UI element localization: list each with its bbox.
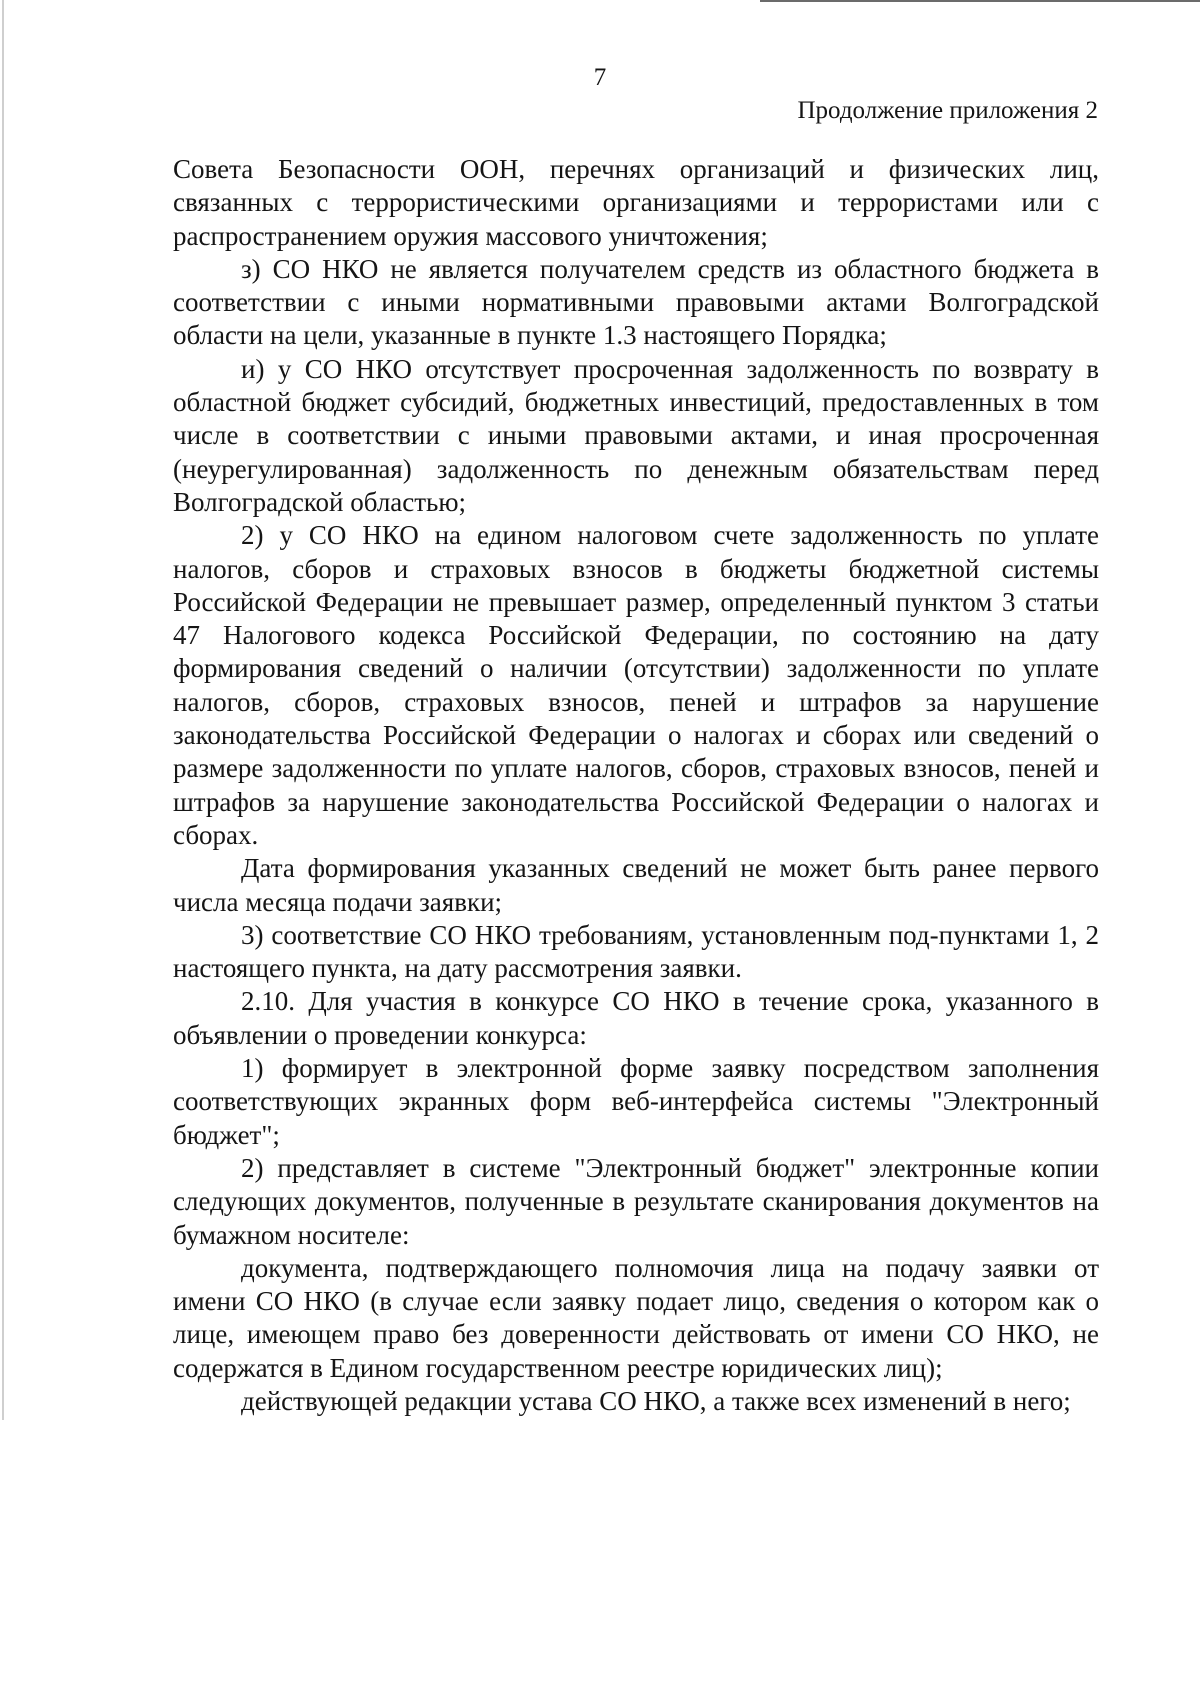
page-number: 7	[593, 64, 607, 91]
paragraph: 3) соответствие СО НКО требованиям, установленным под-пунктами 1, 2 настоящего пункта, на дату рассмотрения заявки.	[173, 919, 1099, 984]
scan-edge-top	[760, 0, 1200, 2]
paragraph: 2.10. Для участия в конкурсе СО НКО в течение срока, указанного в объявлении о проведении конкурса:	[173, 986, 1099, 1050]
paragraph: действующей редакции устава СО НКО, а также всех изменений в него;	[241, 1385, 1071, 1416]
document-body	[173, 153, 1099, 1418]
paragraph: 2) представляет в системе "Электронный бюджет" электронные копии следующих документов, полученные в результате сканирования документов на бумажном носителе:	[173, 1152, 1099, 1250]
paragraph: Дата формирования указанных сведений не может быть ранее первого числа месяца подачи заявки;	[173, 853, 1099, 917]
paragraph: документа, подтверждающего полномочия лица на подачу заявки от имени СО НКО (в случае если заявку подает лицо, сведения о котором как о лице, имеющем право без доверенности действовать от имени СО НКО, не содержатся в Едином государственном реестре юридических лиц);	[173, 1252, 1099, 1383]
paragraph: и) у СО НКО отсутствует просроченная задолженность по возврату в областной бюджет субсидий, бюджетных инвестиций, предоставленных в том числе в соответствии с иными правовыми актами, и иная просроченная (неурегулированная) задолженность по денежным обязательствам перед Волгоградской областью;	[173, 353, 1099, 517]
paragraph: 2) у СО НКО на едином налоговом счете задолженность по уплате налогов, сборов и страховых взносов в бюджеты бюджетной системы Российской Федерации не превышает размер, определенный пунктом 3 статьи 47 Налогового кодекса Российской Федерации, по состоянию на дату формирования сведений о наличии (отсутствии) задолженности по уплате налогов, сборов, страховых взносов, пеней и штрафов за нарушение законодательства Российской Федерации о налогах и сборах или сведений о размере задолженности по уплате налогов, сборов, страховых взносов, пеней и штрафов за нарушение законодательства Российской Федерации о налогах и сборах.	[173, 520, 1099, 850]
paragraph: 1) формирует в электронной форме заявку посредством заполнения соответствующих экранных форм веб-интерфейса системы "Электронный бюджет";	[173, 1053, 1099, 1150]
scan-edge-left	[2, 0, 4, 1420]
paragraph: Совета Безопасности ООН, перечнях организаций и физических лиц, связанных с террористическими организациями и террористами или с распространением оружия массового уничтожения;	[173, 154, 1099, 251]
paragraph: з) СО НКО не является получателем средств из областного бюджета в соответствии с иными нормативными правовыми актами Волгоградской области на цели, указанные в пункте 1.3 настоящего Порядка;	[173, 253, 1099, 351]
appendix-continuation-label: Продолжение приложения 2	[797, 97, 1098, 124]
